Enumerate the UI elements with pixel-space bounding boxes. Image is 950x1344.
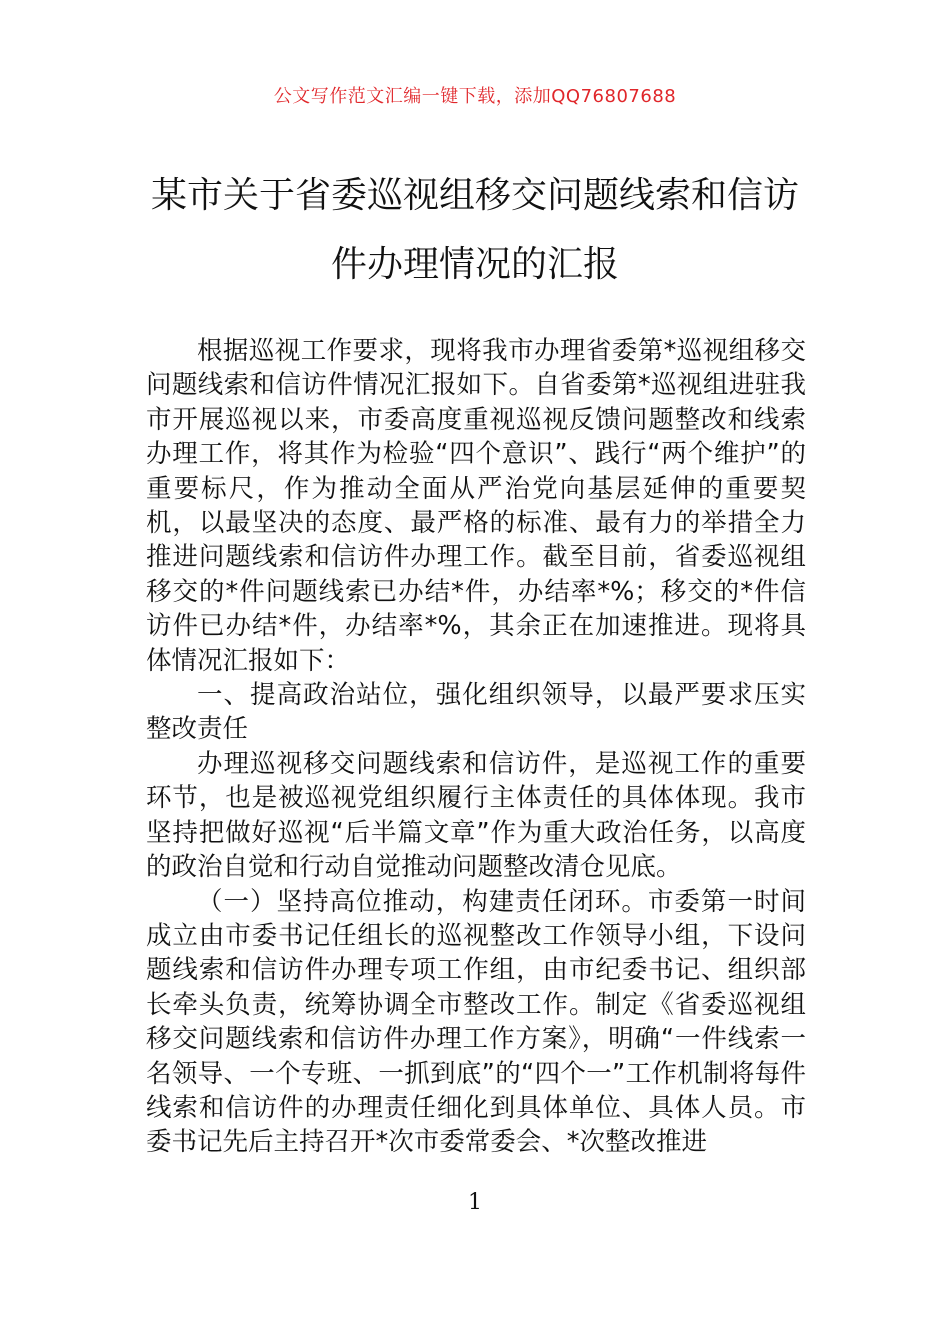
document-title-line-1: 某市关于省委巡视组移交问题线索和信访: [150, 175, 799, 216]
paragraph-intro: 根据巡视工作要求，现将我市办理省委第*巡视组移交问题线索和信访件情况汇报如下。自省委第*巡视组进驻我市开展巡视以来，市委高度重视巡视反馈问题整改和线索办理工作，将其作为检验“四个意识”、践行“两个维护”的重要标尺，作为推动全面从严治党向基层延伸的重要契机，以最坚决的态度、最严格的标准、最有力的举措全力推进问题线索和信访件办理工作。截至目前，省委巡视组移交的*件问题线索已办结*件，办结率*%；移交的*件信访件已办结*件，办结率*%，其余正在加速推进。现将具体情况汇报如下：: [146, 336, 806, 676]
section-heading-1: 一、提高政治站位，强化组织领导，以最严要求压实整改责任: [146, 680, 806, 745]
paragraph-section-1: 办理巡视移交问题线索和信访件，是巡视工作的重要环节，也是被巡视党组织履行主体责任的具体体现。我市坚持把做好巡视“后半篇文章”作为重大政治任务，以高度的政治自觉和行动自觉推动问题整改清仓见底。: [146, 748, 806, 883]
document-body: [146, 334, 806, 1160]
page-number: 1: [468, 1190, 482, 1215]
header-advertisement: 公文写作范文汇编一键下载，添加QQ76807688: [273, 86, 677, 107]
paragraph-subsection-1: （一）坚持高位推动，构建责任闭环。市委第一时间成立由市委书记任组长的巡视整改工作领导小组，下设问题线索和信访件办理专项工作组，由市纪委书记、组织部长牵头负责，统筹协调全市整改工作。制定《省委巡视组移交问题线索和信访件办理工作方案》，明确“一件线索一名领导、一个专班、一抓到底”的“四个一”工作机制将每件线索和信访件的办理责任细化到具体单位、具体人员。市委书记先后主持召开*次市委常委会、*次整改推进: [146, 886, 806, 1158]
document-title-line-2: 件办理情况的汇报: [330, 244, 619, 285]
